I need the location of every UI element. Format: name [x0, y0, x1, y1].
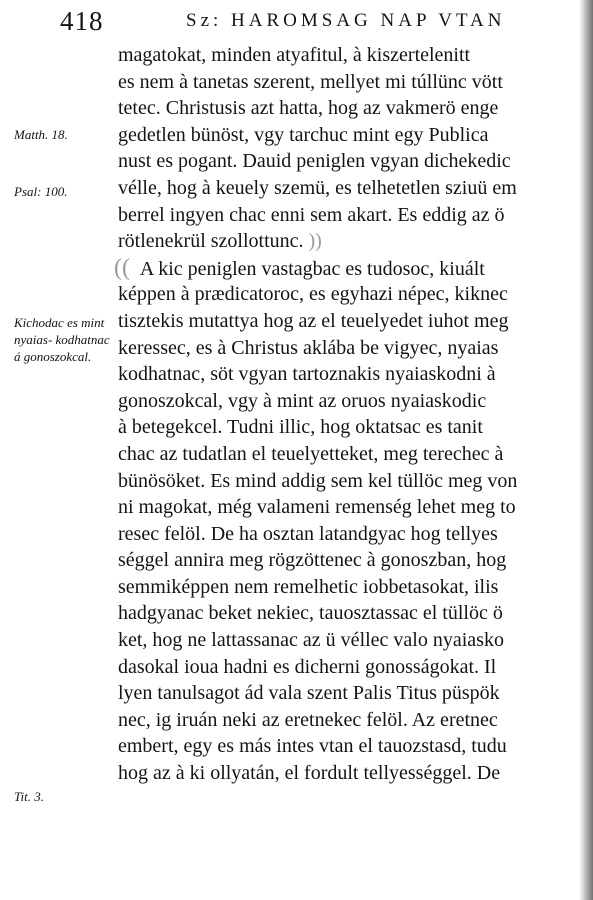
text-line: tisztekis mutattya hog az el teuelyedet iuhot meg [118, 309, 509, 332]
text-line-content: A kic peniglen vastagbac es tudosoc, kiuált [139, 257, 485, 280]
text-line: lyen tanulsagot ád vala szent Palis Titus püspök [118, 682, 500, 705]
margin-note-psalm: Psal: 100. [14, 184, 68, 199]
text-line: tetec. Christusis azt hatta, hog az vakmerö enge [118, 97, 499, 120]
text-line: es nem à tanetas szerent, mellyet mi túllünc vött [118, 70, 503, 93]
text-line: vélle, hog à keuely szemü, es telhetetlen sziuü em [118, 176, 517, 199]
text-line: keressec, es à Christus aklába be vigyec, nyaias [118, 336, 499, 359]
text-line: à betegekcel. Tudni illic, hog oktatsac es tanit [118, 416, 483, 439]
text-line: ni magokat, még valameni remenség lehet meg to [118, 496, 516, 519]
page-edge-shadow [579, 0, 593, 900]
running-title: Sz: HAROMSAG NAP VTAN [186, 10, 506, 31]
margin-note-clergy: Kichodac es mint nyaias- kodhatnac á gonoszokcal. [14, 315, 110, 364]
text-line: kodhatnac, söt vgyan tartoznakis nyaiaskodni à [118, 363, 496, 386]
text-line: embert, egy es más intes vtan el tauozstasd, tudu [118, 735, 507, 758]
text-line: resec felöl. De ha osztan latandgyac hog tellyes [118, 522, 498, 545]
text-line: semmiképpen nem remelhetic iobbetasokat, ilis [118, 575, 499, 598]
handwritten-open-bracket: (( [114, 254, 130, 281]
text-line: chac az tudatlan el teuelyetteket, meg terechec à [118, 442, 504, 465]
body-text [114, 42, 580, 787]
page-number: 418 [60, 6, 104, 36]
text-line: nust es pogant. Dauid peniglen vgyan dichekedic [118, 150, 511, 173]
paragraph-start-line [114, 254, 580, 282]
text-line: gonoszokcal, vgy à mint az oruos nyaiaskodic [118, 389, 487, 412]
text-line: nec, ig iruán neki az eretnekec felöl. Az eretnec [118, 708, 498, 731]
text-line: magatokat, minden atyafitul, à kiszertelenitt [118, 44, 471, 66]
text-line: bünösöket. Es mind addig sem kel tüllöc meg von [118, 469, 518, 492]
margin-note-matthew: Matth. 18. [14, 127, 68, 142]
text-line: dasokal ioua hadni es dicherni gonosságokat. Il [118, 655, 497, 678]
handwritten-close-bracket: )) [308, 230, 322, 253]
text-line: hog az à ki ollyatán, el fordult tellyességgel. De [118, 762, 501, 785]
text-line: hadgyanac beket nekiec, tauosztassac el tüllöc ö [118, 602, 503, 625]
text-line [118, 228, 580, 255]
text-line: képpen à prædicatoroc, es egyhazi népec, kiknec [118, 283, 508, 306]
text-line: ket, hog ne lattassanac az ü véllec valo nyaiasko [118, 629, 504, 652]
text-line: gedetlen bünöst, vgy tarchuc mint egy Publica [118, 123, 489, 146]
text-line: séggel annira meg rögzöttenec à gonoszban, hog [118, 549, 507, 572]
text-line: berrel ingyen chac enni sem akart. Es eddig az ö [118, 203, 505, 226]
margin-note-titus: Tit. 3. [14, 789, 44, 804]
text-line-content: rötlenekrül szollottunc. [118, 230, 304, 253]
